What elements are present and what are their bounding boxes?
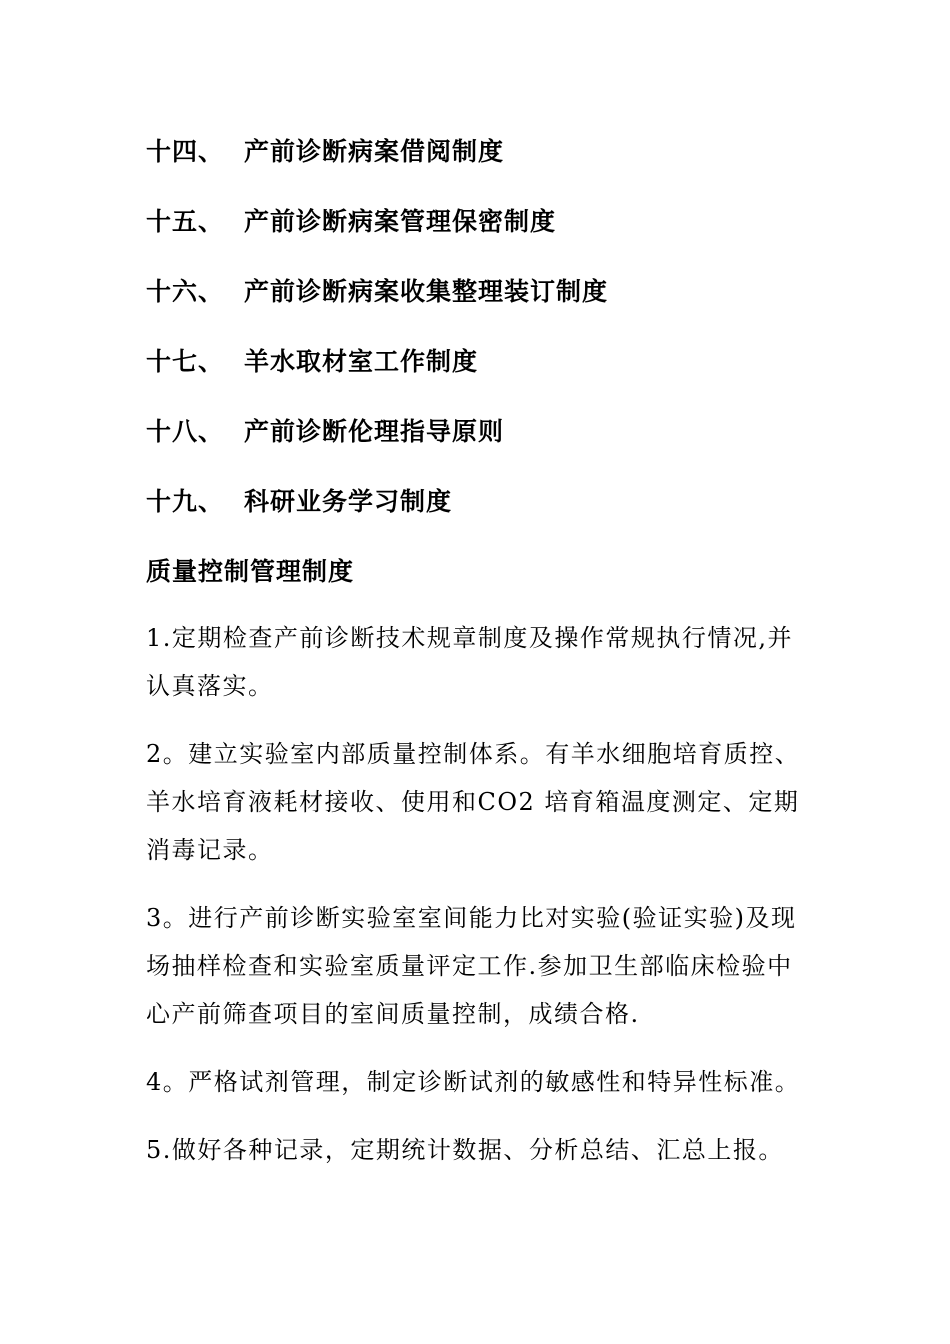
paragraph-line: 心产前筛查项目的室间质量控制，成绩合格.	[146, 1000, 640, 1028]
toc-number: 十八、	[146, 417, 225, 446]
paragraph-line: 消毒记录。	[146, 836, 274, 864]
paragraph-line: 5.做好各种记录，定期统计数据、分析总结、汇总上报。	[146, 1136, 784, 1164]
toc-item	[146, 270, 866, 340]
toc-title: 羊水取材室工作制度	[244, 347, 479, 376]
paragraph-4	[146, 1058, 806, 1106]
paragraph-line: 4。严格试剂管理，制定诊断试剂的敏感性和特异性标准。	[146, 1068, 801, 1096]
toc-title: 产前诊断伦理指导原则	[244, 417, 505, 446]
paragraph-line: 1.定期检查产前诊断技术规章制度及操作常规执行情况,并	[146, 624, 794, 652]
section-heading: 质量控制管理制度	[146, 557, 355, 586]
toc-title: 产前诊断病案收集整理装订制度	[244, 277, 609, 306]
paragraph-line: 场抽样检查和实验室质量评定工作.参加卫生部临床检验中	[146, 952, 793, 980]
toc-title: 产前诊断病案管理保密制度	[244, 207, 557, 236]
toc-title: 产前诊断病案借阅制度	[244, 137, 505, 166]
toc-number: 十四、	[146, 137, 225, 166]
paragraph-line: 认真落实。	[146, 672, 274, 700]
toc-item	[146, 480, 866, 550]
paragraph-3	[146, 894, 806, 1038]
table-of-contents	[146, 130, 866, 550]
toc-item	[146, 200, 866, 270]
toc-title: 科研业务学习制度	[244, 487, 453, 516]
paragraph-1	[146, 614, 806, 710]
paragraph-line: 2。建立实验室内部质量控制体系。有羊水细胞培育质控、	[146, 740, 801, 768]
paragraph-2	[146, 730, 806, 874]
toc-item	[146, 410, 866, 480]
paragraph-line: 羊水培育液耗材接收、使用和CO2 培育箱温度测定、定期	[146, 788, 800, 816]
toc-number: 十七、	[146, 347, 225, 376]
toc-number: 十五、	[146, 207, 225, 236]
toc-item	[146, 340, 866, 410]
toc-item	[146, 130, 866, 200]
toc-number: 十九、	[146, 487, 225, 516]
paragraph-line: 3。进行产前诊断实验室室间能力比对实验(验证实验)及现	[146, 904, 797, 932]
paragraph-5	[146, 1126, 806, 1174]
toc-number: 十六、	[146, 277, 225, 306]
